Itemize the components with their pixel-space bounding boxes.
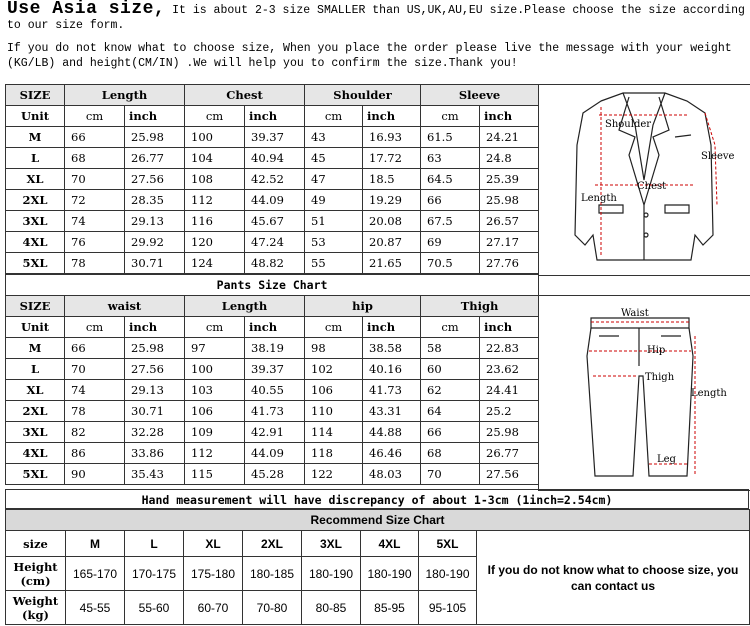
pants-cell: 42.91 xyxy=(245,422,305,443)
pants-cell: 68 xyxy=(421,443,480,464)
pants-cell: 90 xyxy=(65,464,125,485)
pants-cell: 66 xyxy=(65,338,125,359)
jacket-unit-4: inch xyxy=(245,106,305,127)
jacket-cell: 21.65 xyxy=(363,253,421,274)
pants-unit-8: inch xyxy=(480,317,539,338)
height-label-unit: (cm) xyxy=(20,573,51,588)
pants-cell: 102 xyxy=(305,359,363,380)
jacket-unit-0: Unit xyxy=(6,106,65,127)
jacket-cell: 25.39 xyxy=(480,169,539,190)
jacket-unit-3: cm xyxy=(185,106,245,127)
recommend-weight: 45-55 xyxy=(66,591,125,625)
pants-cell: 40.16 xyxy=(363,359,421,380)
jacket-cell: 24.21 xyxy=(480,127,539,148)
jacket-cell: 64.5 xyxy=(421,169,480,190)
pants-header-2: Length xyxy=(185,296,305,317)
jacket-cell: 108 xyxy=(185,169,245,190)
table-row xyxy=(6,190,539,211)
jacket-unit-2: inch xyxy=(125,106,185,127)
pants-cell: 24.41 xyxy=(480,380,539,401)
jacket-cell: 43 xyxy=(305,127,363,148)
pants-unit-0: Unit xyxy=(6,317,65,338)
pants-unit-5: cm xyxy=(305,317,363,338)
jacket-cell: 66 xyxy=(65,127,125,148)
jacket-cell: 27.17 xyxy=(480,232,539,253)
pants-unit-2: inch xyxy=(125,317,185,338)
pants-cell: 114 xyxy=(305,422,363,443)
label-thigh: Thigh xyxy=(645,372,675,383)
pants-cell: M xyxy=(6,338,65,359)
pants-cell: 5XL xyxy=(6,464,65,485)
jacket-cell: 40.94 xyxy=(245,148,305,169)
pants-cell: 22.83 xyxy=(480,338,539,359)
jacket-cell: 20.08 xyxy=(363,211,421,232)
jacket-cell: 16.93 xyxy=(363,127,421,148)
jacket-cell: 25.98 xyxy=(480,190,539,211)
jacket-cell: 24.8 xyxy=(480,148,539,169)
pants-cell: 25.2 xyxy=(480,401,539,422)
label-leg: Leg xyxy=(657,454,676,465)
recommend-size: 2XL xyxy=(243,531,302,557)
pants-cell: 103 xyxy=(185,380,245,401)
pants-cell: 115 xyxy=(185,464,245,485)
pants-cell: 66 xyxy=(421,422,480,443)
recommend-height: 170-175 xyxy=(125,557,184,591)
jacket-cell: 19.29 xyxy=(363,190,421,211)
jacket-cell: 63 xyxy=(421,148,480,169)
table-row xyxy=(6,464,539,485)
jacket-cell: 120 xyxy=(185,232,245,253)
jacket-cell: 124 xyxy=(185,253,245,274)
recommend-height: 175-180 xyxy=(184,557,243,591)
pants-cell: 70 xyxy=(421,464,480,485)
jacket-unit-8: inch xyxy=(480,106,539,127)
jacket-cell: 61.5 xyxy=(421,127,480,148)
recommend-height: 180-190 xyxy=(302,557,361,591)
pants-cell: 41.73 xyxy=(363,380,421,401)
size-label: size xyxy=(6,531,66,557)
jacket-header-2: Chest xyxy=(185,85,305,106)
jacket-cell: 78 xyxy=(65,253,125,274)
table-row xyxy=(6,380,539,401)
pants-cell: 74 xyxy=(65,380,125,401)
pants-cell: 86 xyxy=(65,443,125,464)
pants-cell: 33.86 xyxy=(125,443,185,464)
recommend-height: 180-185 xyxy=(243,557,302,591)
pants-header-0: SIZE xyxy=(6,296,65,317)
jacket-unit-1: cm xyxy=(65,106,125,127)
pants-cell: 109 xyxy=(185,422,245,443)
jacket-cell: 69 xyxy=(421,232,480,253)
jacket-header-1: Length xyxy=(65,85,185,106)
recommend-weight: 70-80 xyxy=(243,591,302,625)
pants-unit-6: inch xyxy=(363,317,421,338)
jacket-unit-6: inch xyxy=(363,106,421,127)
jacket-cell: 51 xyxy=(305,211,363,232)
jacket-cell: 104 xyxy=(185,148,245,169)
recommend-weight: 85-95 xyxy=(361,591,419,625)
pants-cell: 26.77 xyxy=(480,443,539,464)
jacket-header-3: Shoulder xyxy=(305,85,421,106)
jacket-cell: 30.71 xyxy=(125,253,185,274)
recommend-size: 3XL xyxy=(302,531,361,557)
jacket-cell: 29.13 xyxy=(125,211,185,232)
pants-cell: 44.88 xyxy=(363,422,421,443)
pants-cell: 82 xyxy=(65,422,125,443)
jacket-header-4: Sleeve xyxy=(421,85,539,106)
pants-cell: 106 xyxy=(185,401,245,422)
pants-cell: 100 xyxy=(185,359,245,380)
jacket-header-0: SIZE xyxy=(6,85,65,106)
jacket-cell: 20.87 xyxy=(363,232,421,253)
jacket-cell: 3XL xyxy=(6,211,65,232)
pants-cell: 46.46 xyxy=(363,443,421,464)
table-row xyxy=(6,338,539,359)
pants-cell: 30.71 xyxy=(125,401,185,422)
jacket-diagram xyxy=(538,84,750,276)
pants-cell: 27.56 xyxy=(480,464,539,485)
jacket-cell: 72 xyxy=(65,190,125,211)
recommend-size: 4XL xyxy=(361,531,419,557)
jacket-unit-5: cm xyxy=(305,106,363,127)
pants-header-4: Thigh xyxy=(421,296,539,317)
measurement-note: Hand measurement will have discrepancy of about 1-3cm (1inch=2.54cm) xyxy=(5,489,749,509)
pants-cell: L xyxy=(6,359,65,380)
jacket-size-table xyxy=(5,84,539,274)
intro-line-2: If you do not know what to choose size, When you place the order please live the message with your weight (KG/LB) and height(CM/IN) .We will help you to confirm the size.Thank you! xyxy=(7,42,732,70)
pants-cell: 44.09 xyxy=(245,443,305,464)
recommend-size: M xyxy=(66,531,125,557)
pants-cell: 48.03 xyxy=(363,464,421,485)
jacket-cell: 45 xyxy=(305,148,363,169)
jacket-cell: 42.52 xyxy=(245,169,305,190)
weight-label-unit: (kg) xyxy=(22,607,49,622)
recommend-weight: 60-70 xyxy=(184,591,243,625)
jacket-cell: 55 xyxy=(305,253,363,274)
pants-size-table xyxy=(5,274,539,485)
jacket-cell: 18.5 xyxy=(363,169,421,190)
jacket-cell: 4XL xyxy=(6,232,65,253)
pants-cell: XL xyxy=(6,380,65,401)
jacket-cell: 48.82 xyxy=(245,253,305,274)
jacket-cell: 28.35 xyxy=(125,190,185,211)
label-length: Length xyxy=(581,193,617,204)
pants-cell: 23.62 xyxy=(480,359,539,380)
table-row xyxy=(6,422,539,443)
pants-cell: 112 xyxy=(185,443,245,464)
jacket-cell: 66 xyxy=(421,190,480,211)
pants-cell: 60 xyxy=(421,359,480,380)
pants-cell: 32.28 xyxy=(125,422,185,443)
jacket-illustration xyxy=(539,85,750,275)
pants-cell: 70 xyxy=(65,359,125,380)
pants-cell: 25.98 xyxy=(125,338,185,359)
recommend-size-table xyxy=(5,509,750,625)
jacket-cell: 44.09 xyxy=(245,190,305,211)
jacket-cell: 45.67 xyxy=(245,211,305,232)
pants-cell: 38.58 xyxy=(363,338,421,359)
jacket-cell: 26.77 xyxy=(125,148,185,169)
recommend-size: L xyxy=(125,531,184,557)
pants-cell: 29.13 xyxy=(125,380,185,401)
jacket-cell: 26.57 xyxy=(480,211,539,232)
pants-cell: 98 xyxy=(305,338,363,359)
jacket-cell: M xyxy=(6,127,65,148)
pants-cell: 39.37 xyxy=(245,359,305,380)
table-row xyxy=(6,211,539,232)
jacket-cell: 70 xyxy=(65,169,125,190)
table-row xyxy=(6,253,539,274)
pants-cell: 45.28 xyxy=(245,464,305,485)
pants-cell: 106 xyxy=(305,380,363,401)
jacket-cell: 49 xyxy=(305,190,363,211)
label-waist: Waist xyxy=(621,308,649,319)
jacket-cell: 74 xyxy=(65,211,125,232)
table-row xyxy=(6,232,539,253)
jacket-cell: 29.92 xyxy=(125,232,185,253)
pants-cell: 4XL xyxy=(6,443,65,464)
headline: Use Asia size, xyxy=(7,0,166,19)
jacket-cell: 39.37 xyxy=(245,127,305,148)
jacket-cell: 5XL xyxy=(6,253,65,274)
recommend-height: 165-170 xyxy=(66,557,125,591)
recommend-weight: 95-105 xyxy=(419,591,477,625)
pants-header-1: waist xyxy=(65,296,185,317)
jacket-cell: 27.76 xyxy=(480,253,539,274)
pants-cell: 41.73 xyxy=(245,401,305,422)
pants-illustration xyxy=(539,296,750,490)
label-chest: Chest xyxy=(637,181,667,192)
label-sleeve: Sleeve xyxy=(701,151,735,162)
pants-cell: 110 xyxy=(305,401,363,422)
recommend-size: XL xyxy=(184,531,243,557)
label-hip: Hip xyxy=(647,345,666,356)
jacket-cell: 2XL xyxy=(6,190,65,211)
pants-cell: 27.56 xyxy=(125,359,185,380)
pants-cell: 43.31 xyxy=(363,401,421,422)
height-label-text: Height xyxy=(13,559,58,574)
pants-title: Pants Size Chart xyxy=(6,275,539,296)
pants-diagram xyxy=(538,295,750,491)
intro-line-1: It is about 2-3 size SMALLER than US,UK,AU,EU size.Please choose the size according to our size form. xyxy=(7,4,745,32)
jacket-cell: 47.24 xyxy=(245,232,305,253)
pants-unit-3: cm xyxy=(185,317,245,338)
jacket-cell: XL xyxy=(6,169,65,190)
table-row xyxy=(6,443,539,464)
jacket-cell: 70.5 xyxy=(421,253,480,274)
pants-cell: 38.19 xyxy=(245,338,305,359)
jacket-cell: 25.98 xyxy=(125,127,185,148)
recommend-height: 180-190 xyxy=(419,557,477,591)
table-row xyxy=(6,148,539,169)
jacket-cell: 68 xyxy=(65,148,125,169)
table-row xyxy=(6,169,539,190)
jacket-cell: 100 xyxy=(185,127,245,148)
jacket-cell: 76 xyxy=(65,232,125,253)
recommend-height: 180-190 xyxy=(361,557,419,591)
weight-label-text: Weight xyxy=(12,593,59,608)
pants-cell: 118 xyxy=(305,443,363,464)
pants-cell: 2XL xyxy=(6,401,65,422)
pants-unit-4: inch xyxy=(245,317,305,338)
jacket-cell: 47 xyxy=(305,169,363,190)
jacket-cell: 27.56 xyxy=(125,169,185,190)
recommend-size: 5XL xyxy=(419,531,477,557)
jacket-cell: L xyxy=(6,148,65,169)
pants-cell: 35.43 xyxy=(125,464,185,485)
pants-cell: 64 xyxy=(421,401,480,422)
intro-text xyxy=(7,2,747,71)
pants-cell: 122 xyxy=(305,464,363,485)
jacket-cell: 116 xyxy=(185,211,245,232)
pants-unit-7: cm xyxy=(421,317,480,338)
table-row xyxy=(6,127,539,148)
label-pants-length: Length xyxy=(691,388,727,399)
pants-cell: 97 xyxy=(185,338,245,359)
table-row xyxy=(6,359,539,380)
height-label xyxy=(6,557,66,591)
weight-label xyxy=(6,591,66,625)
jacket-cell: 17.72 xyxy=(363,148,421,169)
pants-header-3: hip xyxy=(305,296,421,317)
table-row xyxy=(6,401,539,422)
pants-cell: 3XL xyxy=(6,422,65,443)
pants-cell: 78 xyxy=(65,401,125,422)
label-shoulder: Shoulder xyxy=(605,119,652,130)
jacket-cell: 112 xyxy=(185,190,245,211)
pants-cell: 62 xyxy=(421,380,480,401)
recommend-title: Recommend Size Chart xyxy=(6,510,750,531)
pants-cell: 40.55 xyxy=(245,380,305,401)
recommend-weight: 55-60 xyxy=(125,591,184,625)
contact-message: If you do not know what to choose size, you can contact us xyxy=(477,531,750,625)
pants-cell: 25.98 xyxy=(480,422,539,443)
recommend-weight: 80-85 xyxy=(302,591,361,625)
jacket-cell: 67.5 xyxy=(421,211,480,232)
pants-unit-1: cm xyxy=(65,317,125,338)
jacket-cell: 53 xyxy=(305,232,363,253)
pants-cell: 58 xyxy=(421,338,480,359)
jacket-unit-7: cm xyxy=(421,106,480,127)
